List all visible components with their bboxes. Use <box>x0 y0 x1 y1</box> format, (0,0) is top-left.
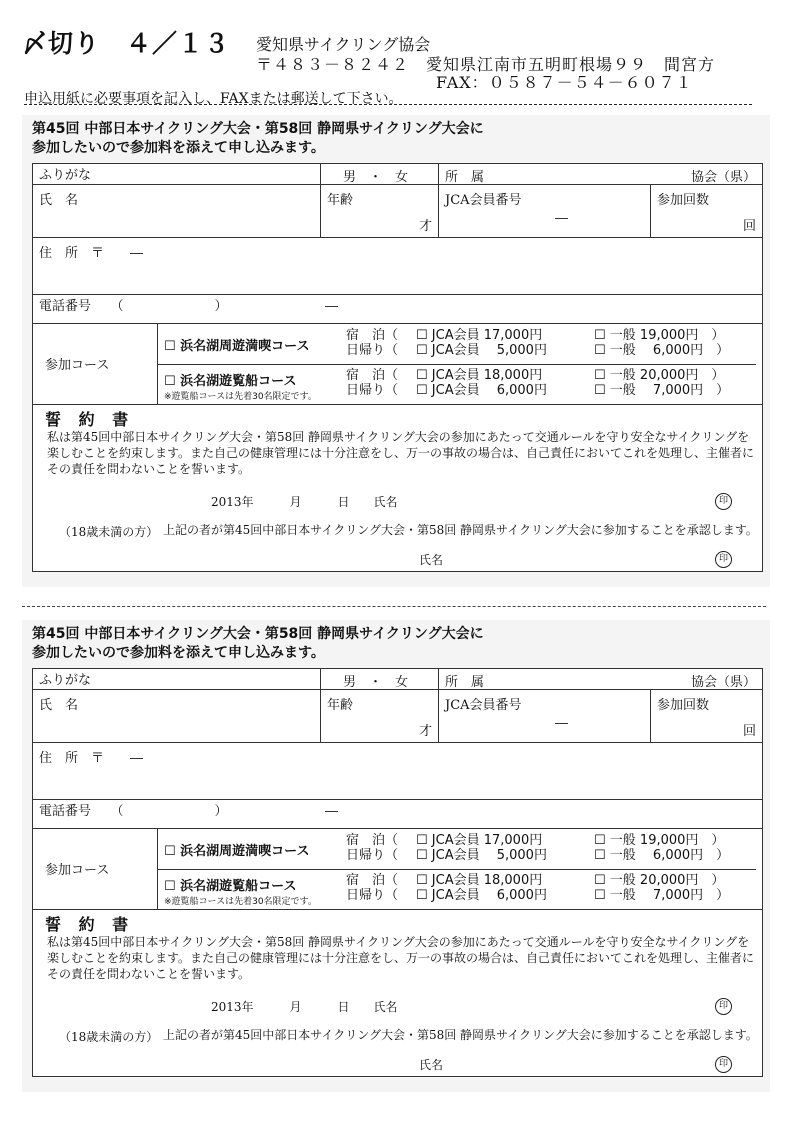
phone-label: 電話番号 （ ） ― <box>39 804 339 819</box>
general-option[interactable]: ☐ 一般 20,000円 ） <box>594 368 725 383</box>
organization-name: 愛知県サイクリング協会 <box>256 35 431 54</box>
fax-number: FAX：０５８７－５４－６０７１ <box>436 73 693 92</box>
stay-type: 宿 泊（ <box>346 833 399 848</box>
furigana-field[interactable]: ふりがな <box>33 669 321 690</box>
stay-type: 宿 泊（ <box>346 873 399 888</box>
participation-count-label: 参加回数 <box>657 193 710 208</box>
jca-member-option[interactable]: ☐ JCA会員 6,000円 <box>416 888 547 903</box>
seal-mark: 印 <box>715 1056 732 1073</box>
stay-type: 宿 泊（ <box>346 328 399 343</box>
guardian-consent-text: 上記の者が第45回中部日本サイクリング大会・第58回 静岡県サイクリング大会に参加することを承認します。 <box>163 1028 758 1042</box>
furigana-field[interactable]: ふりがな <box>33 164 321 185</box>
pledge-section <box>33 405 763 572</box>
general-option[interactable]: ☐ 一般 19,000円 ） <box>594 833 725 848</box>
participation-count-field[interactable] <box>651 185 763 238</box>
minor-label: （18歳未満の方） <box>59 525 159 539</box>
jca-member-option[interactable]: ☐ JCA会員 18,000円 <box>416 873 543 888</box>
course-name-checkbox[interactable]: ☐ 浜名湖遊覧船コース <box>164 374 297 389</box>
affiliation-field[interactable] <box>439 669 763 690</box>
course-hamanako-tour <box>157 324 756 365</box>
kyokai-label: 協会（県） <box>690 675 756 690</box>
day-trip-type: 日帰り（ <box>346 343 399 358</box>
kyokai-label: 協会（県） <box>690 170 756 185</box>
age-field[interactable] <box>321 690 439 743</box>
pledge-title: 誓 約 書 <box>45 410 135 429</box>
form-title-line-2: 参加したいので参加料を添えて申し込みます。 <box>32 140 325 156</box>
course-selection <box>33 324 763 405</box>
affiliation-label: 所 属 <box>445 170 485 185</box>
age-label: 年齢 <box>327 193 354 208</box>
day-trip-type: 日帰り（ <box>346 888 399 903</box>
deadline: 〆切り ４／１３ <box>22 29 231 58</box>
count-unit: 回 <box>742 724 756 739</box>
pledge-date-signature[interactable]: 2013年 月 日 氏名 <box>211 495 398 509</box>
general-option[interactable]: ☐ 一般 19,000円 ） <box>594 328 725 343</box>
name-field[interactable] <box>33 690 321 743</box>
course-name-checkbox[interactable]: ☐ 浜名湖周遊満喫コース <box>164 339 310 354</box>
application-form <box>22 115 770 587</box>
entry-table <box>32 668 763 1077</box>
stay-type: 宿 泊（ <box>346 368 399 383</box>
jca-number-label: JCA会員番号 <box>445 698 522 713</box>
gender-label: 男 ・ 女 <box>343 170 409 185</box>
course-hamanako-tour <box>157 829 756 870</box>
seal-mark: 印 <box>715 998 732 1015</box>
phone-label: 電話番号 （ ） ― <box>39 299 339 314</box>
affiliation-field[interactable] <box>439 164 763 185</box>
address-field[interactable] <box>33 238 763 295</box>
count-unit: 回 <box>742 219 756 234</box>
jca-member-option[interactable]: ☐ JCA会員 5,000円 <box>416 848 547 863</box>
seal-mark: 印 <box>715 493 732 510</box>
seal-mark: 印 <box>715 551 732 568</box>
course-hamanako-cruise <box>157 869 756 909</box>
course-note: ※遊覧船コースは先着30名限定です。 <box>164 392 317 402</box>
jca-member-option[interactable]: ☐ JCA会員 6,000円 <box>416 383 547 398</box>
gender-field[interactable] <box>321 669 439 690</box>
participation-count-label: 参加回数 <box>657 698 710 713</box>
pledge-text: 私は第45回中部日本サイクリング大会・第58回 静岡県サイクリング大会の参加にあたって交通ルールを守り安全なサイクリングを楽しむことを約束します。また自己の健康管理には十分注意をし、万一の事故の場合は、自己責任においてこれを処理し、主催者にその責任を問わないことを誓います。 <box>47 430 755 476</box>
course-hamanako-cruise <box>157 364 756 404</box>
jca-member-option[interactable]: ☐ JCA会員 5,000円 <box>416 343 547 358</box>
instructions: 申込用紙に必要事項を記入し、FAXまたは郵送して下さい。 <box>24 91 403 107</box>
pledge-title: 誓 約 書 <box>45 915 135 934</box>
general-option[interactable]: ☐ 一般 7,000円 ） <box>594 888 730 903</box>
guardian-consent-text: 上記の者が第45回中部日本サイクリング大会・第58回 静岡県サイクリング大会に参加することを承認します。 <box>163 523 758 537</box>
organization-address: 〒４８３－８２４２ 愛知県江南市五明町根場９９ 間宮方 <box>256 55 716 74</box>
cut-line <box>22 606 766 607</box>
guardian-signature[interactable]: 氏名 <box>419 1058 444 1072</box>
course-label: 参加コース <box>45 358 110 373</box>
course-name-checkbox[interactable]: ☐ 浜名湖遊覧船コース <box>164 879 297 894</box>
jca-member-option[interactable]: ☐ JCA会員 17,000円 <box>416 328 543 343</box>
minor-label: （18歳未満の方） <box>59 1030 159 1044</box>
general-option[interactable]: ☐ 一般 6,000円 ） <box>594 848 730 863</box>
address-label: 住 所 〒 ― <box>39 751 144 766</box>
entry-table <box>32 163 763 572</box>
jca-number-dash: ― <box>555 211 568 226</box>
address-label: 住 所 〒 ― <box>39 246 144 261</box>
application-form <box>22 620 770 1092</box>
course-name-checkbox[interactable]: ☐ 浜名湖周遊満喫コース <box>164 844 310 859</box>
course-selection <box>33 829 763 910</box>
general-option[interactable]: ☐ 一般 7,000円 ） <box>594 383 730 398</box>
phone-field[interactable] <box>33 800 763 829</box>
age-unit: 才 <box>418 724 432 739</box>
name-field[interactable] <box>33 185 321 238</box>
name-label: 氏 名 <box>39 698 79 713</box>
guardian-signature[interactable]: 氏名 <box>419 553 444 567</box>
jca-number-label: JCA会員番号 <box>445 193 522 208</box>
affiliation-label: 所 属 <box>445 675 485 690</box>
jca-number-field[interactable] <box>439 690 651 743</box>
general-option[interactable]: ☐ 一般 6,000円 ） <box>594 343 730 358</box>
form-title-line-1: 第45回 中部日本サイクリング大会・第58回 静岡県サイクリング大会に <box>32 626 484 642</box>
participation-count-field[interactable] <box>651 690 763 743</box>
jca-member-option[interactable]: ☐ JCA会員 18,000円 <box>416 368 543 383</box>
pledge-text: 私は第45回中部日本サイクリング大会・第58回 静岡県サイクリング大会の参加にあたって交通ルールを守り安全なサイクリングを楽しむことを約束します。また自己の健康管理には十分注意をし、万一の事故の場合は、自己責任においてこれを処理し、主催者にその責任を問わないことを誓います。 <box>47 935 755 981</box>
form-title <box>32 120 484 158</box>
gender-label: 男 ・ 女 <box>343 675 409 690</box>
header <box>0 0 794 110</box>
form-title-line-2: 参加したいので参加料を添えて申し込みます。 <box>32 645 325 661</box>
jca-number-field[interactable] <box>439 185 651 238</box>
phone-field[interactable] <box>33 295 763 324</box>
name-label: 氏 名 <box>39 193 79 208</box>
jca-number-dash: ― <box>555 716 568 731</box>
age-unit: 才 <box>418 219 432 234</box>
pledge-date-signature[interactable]: 2013年 月 日 氏名 <box>211 1000 398 1014</box>
jca-member-option[interactable]: ☐ JCA会員 17,000円 <box>416 833 543 848</box>
day-trip-type: 日帰り（ <box>346 848 399 863</box>
general-option[interactable]: ☐ 一般 20,000円 ） <box>594 873 725 888</box>
form-title <box>32 625 484 663</box>
gender-field[interactable] <box>321 164 439 185</box>
course-note: ※遊覧船コースは先着30名限定です。 <box>164 897 317 907</box>
form-title-line-1: 第45回 中部日本サイクリング大会・第58回 静岡県サイクリング大会に <box>32 121 484 137</box>
address-field[interactable] <box>33 743 763 800</box>
course-label: 参加コース <box>45 863 110 878</box>
instruction-underline <box>24 104 752 105</box>
day-trip-type: 日帰り（ <box>346 383 399 398</box>
age-field[interactable] <box>321 185 439 238</box>
pledge-section <box>33 910 763 1077</box>
age-label: 年齢 <box>327 698 354 713</box>
